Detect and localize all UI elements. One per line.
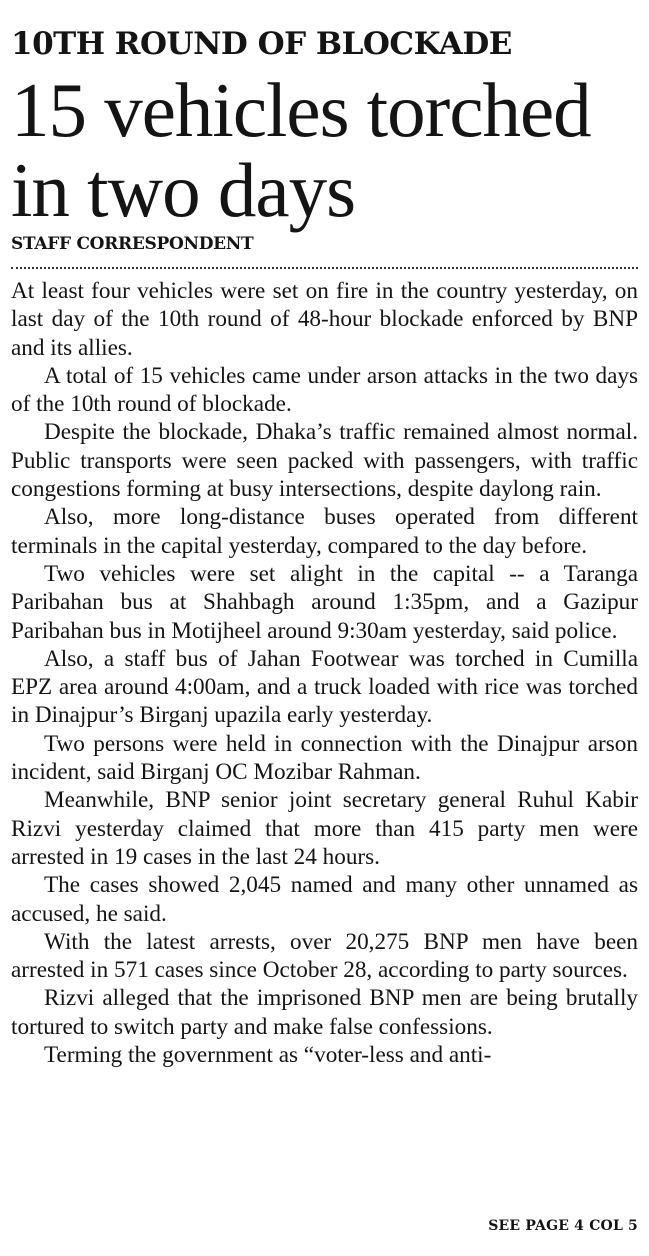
paragraph: Also, a staff bus of Jahan Footwear was torched in Cumilla EPZ area around 4:00am, and a truck loaded with rice was torched in Dinajpur’s Birganj upazila early yesterday. — [11, 645, 638, 729]
byline: STAFF CORRESPONDENT — [11, 234, 254, 254]
paragraph: Terming the government as “voter-less and anti- — [44, 1042, 492, 1069]
paragraph: Two vehicles were set alight in the capital -- a Taranga Paribahan bus at Shahbagh around 1:35pm, and a Gazipur Paribahan bus in Motijheel around 9:30am yesterday, said police. — [11, 560, 638, 644]
paragraph: The cases showed 2,045 named and many other unnamed as accused, he said. — [11, 872, 638, 927]
paragraph: Two persons were held in connection with the Dinajpur arson incident, said Birganj OC Mozibar Rahman. — [11, 730, 638, 786]
dotted-divider — [11, 267, 638, 269]
kicker: 10TH ROUND OF BLOCKADE — [11, 26, 512, 62]
news-article — [11, 0, 638, 1069]
paragraph: Also, more long-distance buses operated from different terminals in the capital yesterday, compared to the day before. — [11, 504, 638, 559]
paragraph: Meanwhile, BNP senior joint secretary general Ruhul Kabir Rizvi yesterday claimed that more than 415 party men were arrested in 19 cases in the last 24 hours. — [11, 787, 638, 870]
continued-jump-line: SEE PAGE 4 COL 5 — [488, 1218, 638, 1234]
headline: 15 vehicles torched in two days — [11, 67, 591, 233]
article-body — [11, 277, 638, 1069]
paragraph: Rizvi alleged that the imprisoned BNP men are being brutally tortured to switch party and make false confessions. — [11, 985, 638, 1040]
paragraph: At least four vehicles were set on fire in the country yesterday, on last day of the 10th round of 48-hour blockade enforced by BNP and its allies. — [11, 278, 638, 361]
paragraph: A total of 15 vehicles came under arson attacks in the two days of the 10th round of blockade. — [11, 362, 638, 418]
paragraph: With the latest arrests, over 20,275 BNP men have been arrested in 571 cases since October 28, according to party sources. — [11, 928, 638, 984]
paragraph: Despite the blockade, Dhaka’s traffic remained almost normal. Public transports were seen packed with passengers, with traffic congestions forming at busy intersections, despite daylong rain. — [11, 419, 638, 503]
